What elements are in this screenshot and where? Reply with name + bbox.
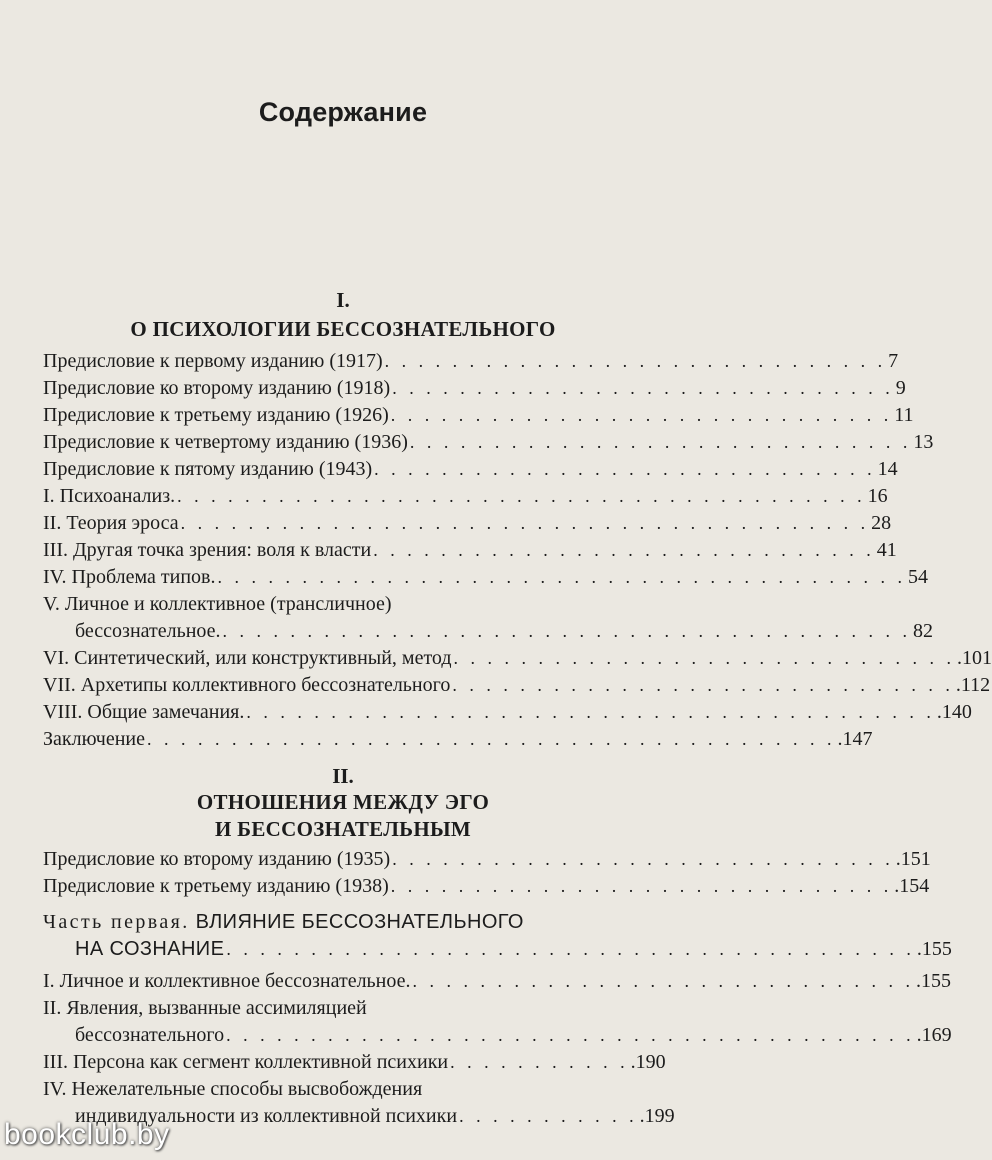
section-title: И БЕССОЗНАТЕЛЬНЫМ bbox=[214, 817, 472, 841]
toc-entry-page: .147 bbox=[837, 728, 873, 750]
toc-entry-title: Предисловие к третьему изданию (1938) bbox=[43, 875, 389, 897]
toc-leader-dots: . . . . . . . . . . . . . . . . . . . . . . . . . . . . . . . . . . . . . . . . . bbox=[177, 486, 866, 506]
toc-entry-title: II. Теория эроса bbox=[43, 512, 179, 534]
toc-entry-page: .112 bbox=[955, 674, 991, 696]
toc-leader-dots: . . . . . . . . . . . . . . . . . . . . . . . . . . . . . . . . . . . . . . . . . bbox=[217, 567, 906, 587]
toc-leader-dots: . . . . . . . . . . . . . . . . . . . . . . . . . . . . . . bbox=[412, 971, 914, 991]
toc-leader-dots: . . . . . . . . . . . . . . . . . . . . . . . . . . . . . . . . . . . . . . . . . bbox=[180, 513, 870, 533]
toc-entry[interactable] bbox=[43, 537, 897, 564]
toc-entry-title: Предисловие к четвертому изданию (1936) bbox=[43, 431, 408, 453]
toc-entry[interactable] bbox=[43, 348, 899, 375]
toc-entry-page: 41 bbox=[876, 539, 897, 561]
toc-entry-title: VI. Синтетический, или конструктивный, метод bbox=[43, 647, 452, 669]
toc-entry-title: IV. Проблема типов. bbox=[43, 566, 216, 588]
toc-entry[interactable] bbox=[43, 846, 931, 873]
toc-leader-dots: . . . . . . . . . . . . . . . . . . . . . . . . . . . . . . . . . . . . . . . . . bbox=[222, 621, 912, 641]
toc-entry-page: .140 bbox=[936, 701, 972, 723]
toc-entry-page: 54 bbox=[908, 566, 928, 588]
toc-entry-page: .151 bbox=[895, 848, 931, 870]
toc-entry-page: 9 bbox=[895, 377, 906, 399]
toc-entry[interactable] bbox=[43, 375, 906, 402]
part-heading[interactable] bbox=[43, 909, 524, 936]
toc-entry-page: .154 bbox=[894, 875, 930, 897]
section-title: ОТНОШЕНИЯ МЕЖДУ ЭГО bbox=[196, 790, 490, 814]
section-number: II. bbox=[332, 764, 354, 788]
toc-leader-dots: . . . . . . . . . . . . . . . . . . . . . . . . . . . . . . bbox=[390, 876, 893, 896]
toc-entry[interactable] bbox=[43, 483, 888, 510]
toc-entry-page: 16 bbox=[867, 485, 888, 507]
toc-entry-page: .101 bbox=[957, 647, 992, 669]
toc-entry[interactable] bbox=[43, 873, 930, 900]
toc-entry-page: 82 bbox=[913, 620, 934, 642]
toc-leader-dots: . . . . . . . . . . . . . . . . . . . . . . . . . . . . . . bbox=[392, 849, 894, 869]
toc-entry[interactable] bbox=[43, 510, 892, 537]
toc-entry-page: 11 bbox=[894, 404, 914, 426]
toc-entry[interactable] bbox=[43, 402, 914, 429]
toc-entry-title[interactable]: V. Личное и коллективное (транcличное) bbox=[43, 593, 392, 615]
toc-leader-dots: . . . . . . . . . . . . . . . . . . . . . . . . . . . . . . bbox=[373, 540, 875, 560]
toc-entry[interactable] bbox=[75, 1022, 952, 1049]
toc-leader-dots: . . . . . . . . . . . . . . . . . . . . . . . . . . . . . . bbox=[452, 675, 954, 695]
toc-entry-page: 13 bbox=[913, 431, 934, 453]
toc-entry[interactable] bbox=[43, 429, 934, 456]
page-title: Содержание bbox=[258, 97, 428, 127]
toc-entry-title: I. Личное и коллективное бессознательное. bbox=[43, 970, 411, 992]
toc-entry-title: бессознательного bbox=[75, 1024, 225, 1046]
toc-entry-page: .190 bbox=[630, 1051, 666, 1073]
toc-entry[interactable] bbox=[75, 618, 934, 645]
toc-leader-dots: . . . . . . . . . . . . . . . . . . . . . . . . . . . . . . . . . . . . . . . . . bbox=[226, 939, 915, 959]
toc-leader-dots: . . . . . . . . . . . bbox=[459, 1106, 638, 1126]
toc-entry-title: III. Другая точка зрения: воля к власти bbox=[43, 539, 372, 561]
toc-entry-title: VIII. Общие замечания. bbox=[43, 701, 245, 723]
toc-leader-dots: . . . . . . . . . . . . . . . . . . . . . . . . . . . . . . . . . . . . . . . . . bbox=[147, 729, 836, 749]
toc-entry-title: бессознательное. bbox=[75, 620, 221, 642]
toc-entry-title[interactable]: II. Явления, вызванные ассимиляцией bbox=[43, 997, 367, 1019]
section-title: О ПСИХОЛОГИИ БЕССОЗНАТЕЛЬНОГО bbox=[130, 317, 556, 341]
toc-entry[interactable] bbox=[43, 968, 951, 995]
toc-entry[interactable] bbox=[43, 645, 992, 672]
toc-entry-title: Предисловие ко второму изданию (1935) bbox=[43, 848, 391, 870]
toc-entry-page: 28 bbox=[871, 512, 892, 534]
toc-leader-dots: . . . . . . . . . . . . . . . . . . . . . . . . . . . . . . . . . . . . . . . . . bbox=[226, 1025, 915, 1045]
toc-entry-title[interactable]: IV. Нежелательные способы высвобождения bbox=[43, 1078, 423, 1100]
toc-leader-dots: . . . . . . . . . . . . . . . . . . . . . . . . . . . . . . bbox=[392, 378, 894, 398]
toc-entry-title: VII. Архетипы коллективного бессознательного bbox=[43, 674, 451, 696]
toc-entry-title: Предисловие ко второму изданию (1918) bbox=[43, 377, 391, 399]
toc-leader-dots: . . . . . . . . . . . . . . . . . . . . . . . . . . . . . . bbox=[374, 459, 876, 479]
toc-entry[interactable] bbox=[43, 672, 991, 699]
toc-entry-title: Предисловие к первому изданию (1917) bbox=[43, 350, 383, 372]
toc-entry-page: 14 bbox=[877, 458, 898, 480]
part-title-cont: НА СОЗНАНИЕ bbox=[75, 938, 225, 960]
toc-entry-title: Предисловие к третьему изданию (1926) bbox=[43, 404, 389, 426]
toc-entry-title: индивидуальности из коллективной психики bbox=[75, 1105, 458, 1127]
toc-entry-title: Заключение bbox=[43, 728, 145, 750]
toc-entry[interactable] bbox=[43, 456, 898, 483]
toc-entry-page: .155 bbox=[916, 970, 951, 992]
toc-leader-dots: . . . . . . . . . . . . . . . . . . . . . . . . . . . . . . bbox=[390, 405, 893, 425]
toc-entry-title: I. Психоанализ. bbox=[43, 485, 176, 507]
site-watermark: bookclub.by bbox=[4, 1118, 170, 1151]
toc-entry-title: III. Персона как сегмент коллективной психики bbox=[43, 1051, 449, 1073]
toc-entry[interactable] bbox=[43, 699, 972, 726]
toc-leader-dots: . . . . . . . . . . . . . . . . . . . . . . . . . . . . . . . . . . . . . . . . . bbox=[246, 702, 935, 722]
toc-entry-title: Предисловие к пятому изданию (1943) bbox=[43, 458, 373, 480]
toc-leader-dots: . . . . . . . . . . . . . . . . . . . . . . . . . . . . . . bbox=[453, 648, 956, 668]
toc-leader-dots: . . . . . . . . . . . . . . . . . . . . . . . . . . . . . . bbox=[384, 351, 887, 371]
part-label: Часть первая. bbox=[43, 911, 190, 933]
toc-entry-page: 7 bbox=[888, 350, 899, 372]
toc-entry[interactable] bbox=[75, 936, 952, 963]
toc-entry[interactable] bbox=[43, 726, 873, 753]
toc-leader-dots: . . . . . . . . . . . . . . . . . . . . . . . . . . . . . . bbox=[409, 432, 912, 452]
part-title: ВЛИЯНИЕ БЕССОЗНАТЕЛЬНОГО bbox=[195, 911, 524, 933]
toc-entry[interactable] bbox=[43, 1049, 666, 1076]
toc-entry-page: .155 bbox=[916, 938, 952, 960]
toc-entry-page: .199 bbox=[639, 1105, 675, 1127]
toc-entry[interactable] bbox=[43, 564, 928, 591]
toc-entry-page: .169 bbox=[916, 1024, 952, 1046]
section-number: I. bbox=[336, 288, 350, 312]
toc-leader-dots: . . . . . . . . . . . bbox=[450, 1052, 629, 1072]
